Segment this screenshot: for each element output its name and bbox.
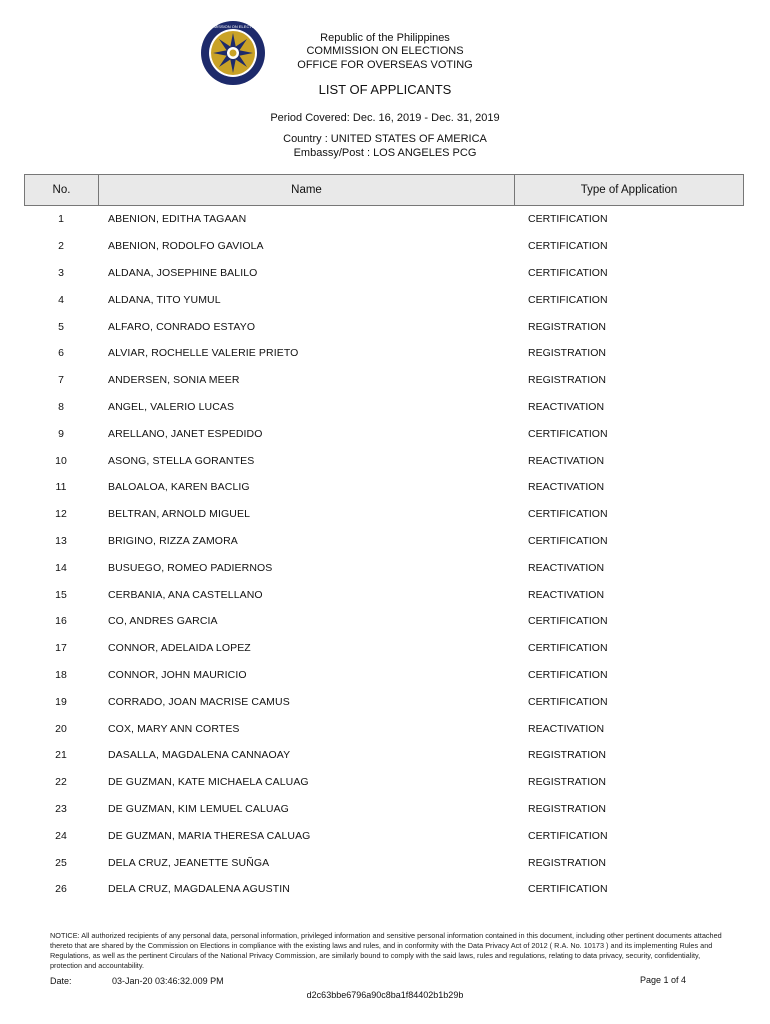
table-row — [24, 394, 744, 421]
row-number: 3 — [58, 266, 64, 279]
row-number: 5 — [58, 320, 64, 333]
table-row — [24, 608, 744, 635]
header-office: OFFICE FOR OVERSEAS VOTING — [297, 59, 473, 71]
table-row — [24, 742, 744, 769]
applicant-name: DELA CRUZ, MAGDALENA AGUSTIN — [108, 883, 290, 896]
application-type: REACTIVATION — [528, 588, 605, 601]
row-number: 8 — [58, 400, 64, 413]
application-type: CERTIFICATION — [528, 266, 608, 279]
application-type: REGISTRATION — [528, 802, 606, 815]
row-number: 21 — [55, 749, 67, 762]
applicant-name: DE GUZMAN, KIM LEMUEL CALUAG — [108, 802, 289, 815]
table-row — [24, 313, 744, 340]
application-type: CERTIFICATION — [528, 668, 608, 681]
application-type: CERTIFICATION — [528, 829, 608, 842]
applicant-name: BRIGINO, RIZZA ZAMORA — [108, 534, 238, 547]
table-row — [24, 286, 744, 313]
table-row — [24, 635, 744, 662]
row-number: 22 — [55, 776, 67, 789]
row-number: 25 — [55, 856, 67, 869]
table-row — [24, 796, 744, 823]
applicant-name: CONNOR, JOHN MAURICIO — [108, 668, 247, 681]
application-type: CERTIFICATION — [528, 883, 608, 896]
period-covered: Period Covered: Dec. 16, 2019 - Dec. 31, 2019 — [270, 112, 500, 124]
application-type: REACTIVATION — [528, 454, 605, 467]
applicant-name: BALOALOA, KAREN BACLIG — [108, 481, 250, 494]
header-commission: COMMISSION ON ELECTIONS — [306, 45, 464, 57]
application-type: CERTIFICATION — [528, 213, 608, 226]
row-number: 23 — [55, 802, 67, 815]
application-type: REACTIVATION — [528, 561, 605, 574]
post-label: Embassy/Post : LOS ANGELES PCG — [293, 147, 477, 159]
application-type: REGISTRATION — [528, 374, 606, 387]
table-row — [24, 367, 744, 394]
table-row — [24, 233, 744, 260]
row-number: 17 — [55, 642, 67, 655]
row-number: 15 — [55, 588, 67, 601]
table-row — [24, 206, 744, 233]
applicant-name: BUSUEGO, ROMEO PADIERNOS — [108, 561, 273, 574]
row-number: 16 — [55, 615, 67, 628]
applicant-name: ALFARO, CONRADO ESTAYO — [108, 320, 256, 333]
seal-ring-text: COMMISSION ON ELECTIONS — [204, 24, 262, 29]
row-number: 20 — [55, 722, 67, 735]
applicants-table — [24, 174, 744, 903]
row-number: 18 — [55, 668, 67, 681]
document-hash: d2c63bbe6796a90c8ba1f84402b1b29b — [306, 990, 464, 1000]
applicant-name: ANGEL, VALERIO LUCAS — [108, 400, 235, 413]
application-type: REGISTRATION — [528, 347, 606, 360]
row-number: 11 — [55, 481, 67, 494]
table-row — [24, 715, 744, 742]
row-number: 2 — [58, 240, 64, 253]
applicant-name: ABENION, RODOLFO GAVIOLA — [108, 240, 264, 253]
row-number: 24 — [55, 829, 67, 842]
footer-date-label: Date: — [50, 976, 72, 986]
applicant-name: DE GUZMAN, MARIA THERESA CALUAG — [108, 829, 311, 842]
applicant-name: ANDERSEN, SONIA MEER — [108, 374, 240, 387]
table-row — [24, 554, 744, 581]
applicant-name: ALVIAR, ROCHELLE VALERIE PRIETO — [108, 347, 299, 360]
application-type: REGISTRATION — [528, 776, 606, 789]
application-type: CERTIFICATION — [528, 240, 608, 253]
header-republic: Republic of the Philippines — [320, 32, 450, 44]
application-type: REACTIVATION — [528, 400, 605, 413]
table-row — [24, 528, 744, 555]
column-header-name: Name — [99, 175, 515, 205]
applicant-name: ALDANA, JOSEPHINE BALILO — [108, 266, 258, 279]
application-type: CERTIFICATION — [528, 293, 608, 306]
column-header-no: No. — [25, 175, 99, 205]
column-header-type: Type of Application — [580, 184, 678, 196]
applicant-name: ALDANA, TITO YUMUL — [108, 293, 221, 306]
table-row — [24, 260, 744, 287]
table-row — [24, 769, 744, 796]
application-type: REGISTRATION — [528, 749, 606, 762]
applicant-name: ABENION, EDITHA TAGAAN — [108, 213, 247, 226]
footer-timestamp: 03-Jan-20 03:46:32.009 PM — [112, 976, 224, 986]
row-number: 12 — [55, 508, 67, 521]
row-number: 7 — [58, 374, 64, 387]
table-row — [24, 474, 744, 501]
application-type: REGISTRATION — [528, 320, 606, 333]
table-row — [24, 581, 744, 608]
applicant-name: CONNOR, ADELAIDA LOPEZ — [108, 642, 251, 655]
application-type: REGISTRATION — [528, 856, 606, 869]
row-number: 14 — [55, 561, 67, 574]
privacy-notice: NOTICE: All authorized recipients of any personal data, personal information, privileged information and sensitive personal information contained in this document, including other pertinent documents attached thereto that are shared by the Commission on Elections in compliance with the existing laws and rules, and in conformity with the Data Privacy Act of 2012 ( R.A. No. 10173 ) and its implementing Rules and Regulations, as well as the pertinent Circulars of the National Privacy Commission, are similarly bound to comply with the said laws, rules and regulations, relating to data privacy, security, confidentiality, protection and accountability. — [50, 931, 722, 970]
row-number: 19 — [55, 695, 67, 708]
table-row — [24, 420, 744, 447]
row-number: 10 — [55, 454, 67, 467]
table-row — [24, 340, 744, 367]
table-row — [24, 688, 744, 715]
applicant-name: DELA CRUZ, JEANETTE SUÑGA — [108, 856, 270, 869]
table-row — [24, 501, 744, 528]
applicant-name: DE GUZMAN, KATE MICHAELA CALUAG — [108, 776, 309, 789]
applicant-name: CORRADO, JOAN MACRISE CAMUS — [108, 695, 290, 708]
table-row — [24, 447, 744, 474]
application-type: REACTIVATION — [528, 722, 605, 735]
application-type: CERTIFICATION — [528, 615, 608, 628]
applicant-name: CO, ANDRES GARCIA — [108, 615, 218, 628]
row-number: 13 — [55, 534, 67, 547]
application-type: CERTIFICATION — [528, 427, 608, 440]
table-row — [24, 662, 744, 689]
page-title: LIST OF APPLICANTS — [318, 82, 452, 97]
application-type: CERTIFICATION — [528, 695, 608, 708]
row-number: 9 — [58, 427, 64, 440]
applicant-name: ASONG, STELLA GORANTES — [108, 454, 255, 467]
table-row — [24, 849, 744, 876]
application-type: CERTIFICATION — [528, 508, 608, 521]
row-number: 4 — [58, 293, 64, 306]
applicant-name: DASALLA, MAGDALENA CANNAOAY — [108, 749, 291, 762]
table-body — [24, 206, 744, 903]
applicant-name: BELTRAN, ARNOLD MIGUEL — [108, 508, 251, 521]
applicant-name: CERBANIA, ANA CASTELLANO — [108, 588, 263, 601]
page-number: Page 1 of 4 — [640, 975, 687, 985]
table-header — [24, 174, 744, 206]
application-type: CERTIFICATION — [528, 534, 608, 547]
table-row — [24, 876, 744, 903]
application-type: CERTIFICATION — [528, 642, 608, 655]
row-number: 26 — [55, 883, 67, 896]
row-number: 6 — [58, 347, 64, 360]
table-row — [24, 822, 744, 849]
applicant-name: ARELLANO, JANET ESPEDIDO — [108, 427, 263, 440]
country-label: Country : UNITED STATES OF AMERICA — [283, 133, 487, 145]
row-number: 1 — [58, 213, 64, 226]
application-type: REACTIVATION — [528, 481, 605, 494]
applicant-name: COX, MARY ANN CORTES — [108, 722, 240, 735]
